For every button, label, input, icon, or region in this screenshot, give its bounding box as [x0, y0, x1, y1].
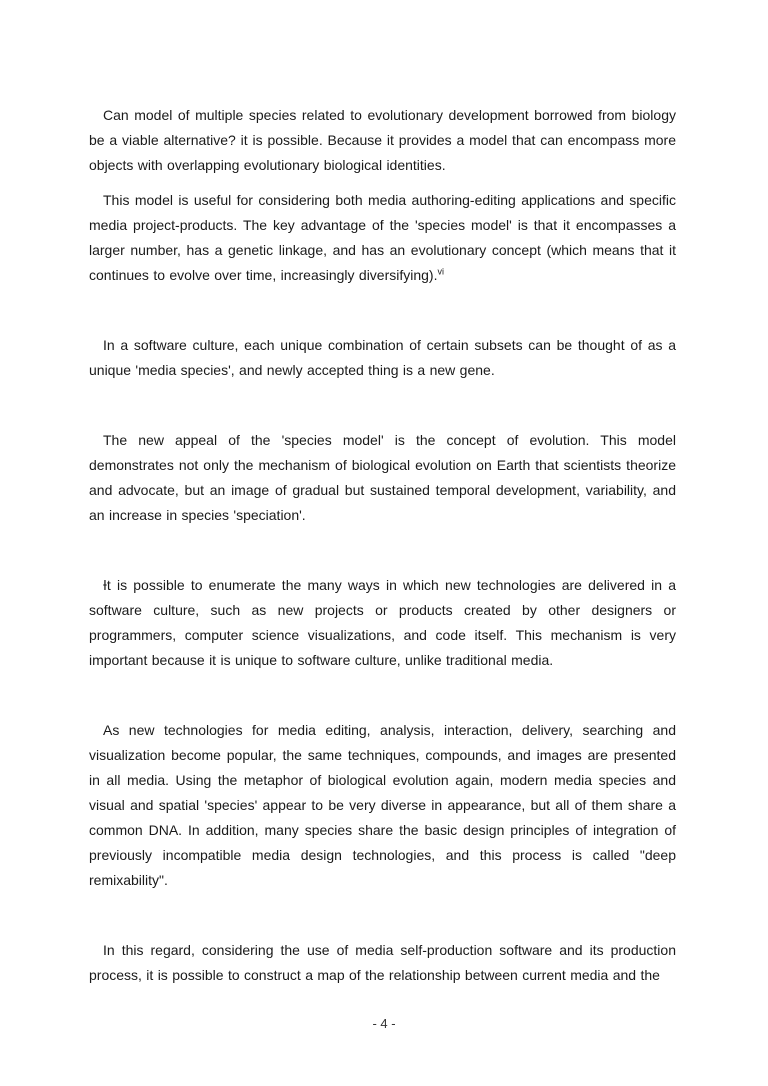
paragraph-model-usefulness: [89, 188, 676, 288]
paragraph-new-technologies-delivery: Ɨt is possible to enumerate the many ways in which new technologies are delivered in a software culture, such as new projects or products created by other designers or programmers, computer science visualizations, and code itself. This mechanism is very important because it is unique to software culture, unlike traditional media.: [89, 577, 676, 668]
paragraph-concept-of-evolution: The new appeal of the 'species model' is the concept of evolution. This model demonstrates not only the mechanism of biological evolution on Earth that scientists theorize and advocate, but an image of gradual but sustained temporal development, variability, and an increase in species 'speciation'.: [89, 432, 676, 523]
paragraph-deep-remixability: As new technologies for media editing, analysis, interaction, delivery, searching and visualization become popular, the same techniques, compounds, and images are presented in all media. Using the metaphor of biological evolution again, modern media species and visual and spatial 'species' appear to be very diverse in appearance, but all of them share a common DNA. In addition, many species share the basic design principles of integration of previously incompatible media design technologies, and this process is called "deep remixability".: [89, 722, 676, 888]
document-text-block: [89, 103, 676, 998]
blank-line: [89, 298, 676, 323]
blank-line: [89, 903, 676, 928]
paragraph-media-relationship-map: In this regard, considering the use of media self-production software and its production process, it is possible to construct a map of the relationship between current media and the: [89, 942, 676, 983]
blank-line: [89, 683, 676, 708]
endnote-marker-vi: vi: [437, 266, 444, 277]
blank-line: [89, 393, 676, 418]
paragraph-model-usefulness-text: This model is useful for considering both media authoring-editing applications and specific media project-products. The key advantage of the 'species model' is that it encompasses a larger number, has a genetic linkage, and has an evolutionary concept (which means that it continues to evolve over time, increasingly diversifying).: [89, 192, 676, 283]
paragraph-media-species-gene: In a software culture, each unique combination of certain subsets can be thought of as a unique 'media species', and newly accepted thing is a new gene.: [89, 337, 676, 378]
blank-line: [89, 538, 676, 563]
page-number: - 4 -: [372, 1016, 396, 1031]
paragraph-species-model-alternative: Can model of multiple species related to evolutionary development borrowed from biology be a viable alternative? it is possible. Because it provides a model that can encompass more objects with overlapping evolutionary biological identities.: [89, 107, 676, 173]
